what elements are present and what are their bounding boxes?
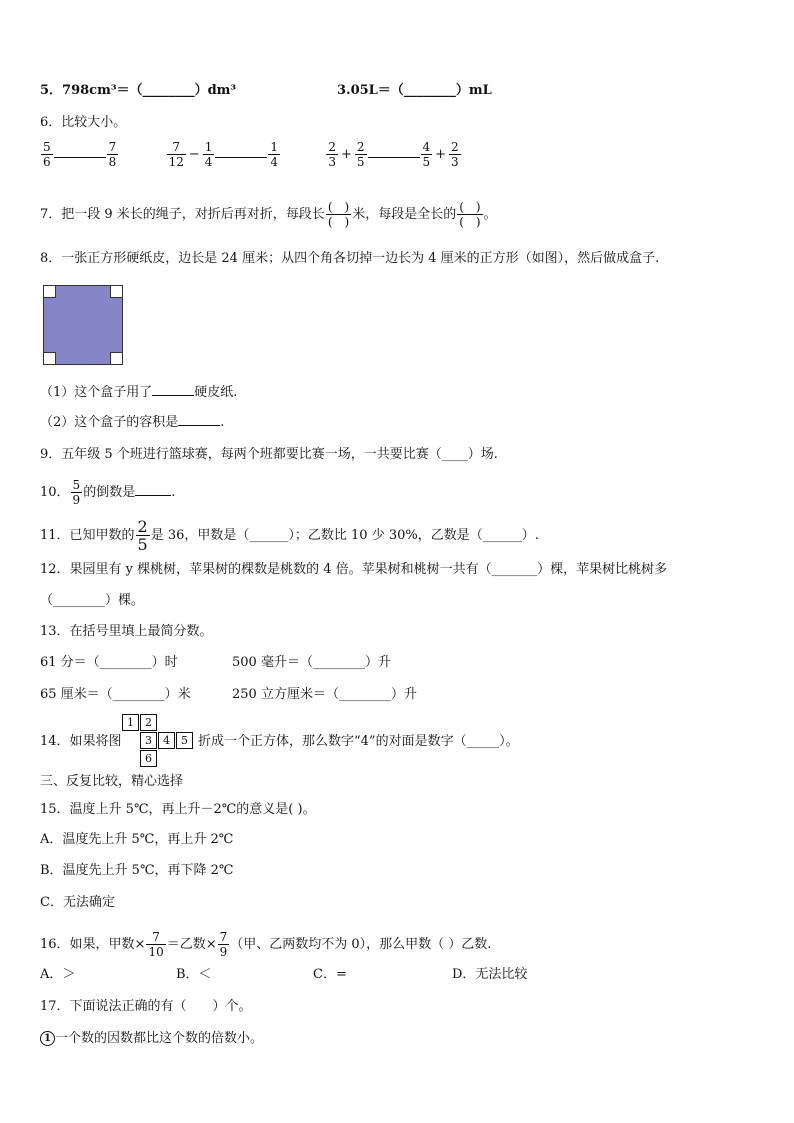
question-16-option-b[interactable]: B．＜ — [176, 967, 212, 982]
question-14-prefix: 14．如果将图 — [40, 734, 122, 749]
answer-blank[interactable] — [215, 157, 267, 158]
question-13-a-left: 61 分＝（________）时 — [40, 655, 178, 670]
question-16-option-a[interactable]: A．＞ — [40, 967, 76, 982]
question-17: 17．下面说法正确的有（ ）个。 — [40, 999, 252, 1014]
fraction: $\frac{4}{5}$ — [422, 140, 431, 169]
answer-blank[interactable] — [368, 157, 420, 158]
answer-blank[interactable] — [135, 495, 171, 496]
net-cell: 5 — [176, 732, 193, 749]
question-9: 9．五年级 5 个班进行篮球赛，每两个班都要比赛一场，一共要比赛（____）场. — [40, 447, 498, 462]
question-13: 13．在括号里填上最简分数。 — [40, 624, 213, 639]
fraction: $\frac{2}{5}$ — [137, 517, 148, 554]
question-8-2: （2）这个盒子的容积是 . — [40, 415, 225, 430]
question-13-b-right: 250 立方厘米＝（________）升 — [232, 687, 417, 702]
fraction: $\frac{7}{12}$ — [168, 140, 184, 169]
fraction: $\frac{5}{9}$ — [72, 478, 81, 507]
section-3-title: 三、反复比较，精心选择 — [40, 774, 184, 789]
question-13-a-right: 500 毫升＝（________）升 — [232, 655, 391, 670]
corner-cut — [43, 285, 56, 298]
question-7: 7．把一段 9 米长的绳子，对折后再对折，每段长 $\frac{( )}{( )}$ 米，每段是全长的 $\frac{( )}{( )}$ 。 — [40, 200, 497, 229]
question-12-line1: 12．果园里有 y 棵桃树，苹果树的棵数是桃数的 4 倍。苹果树和桃树一共有（_______）棵，苹果树比桃树多 — [40, 562, 668, 577]
question-16: 16．如果，甲数× $\frac{7}{10}$ ＝乙数× $\frac{7}{9}$ （甲、乙两数均不为 0），那么甲数（ ）乙数. — [40, 930, 492, 959]
fraction-blank[interactable]: $\frac{( )}{( )}$ — [327, 200, 350, 229]
question-6-row: $\frac{5}{6}$ $\frac{7}{8}$ $\frac{7}{12}$ − $\frac{1}{4}$ $\frac{1}{4}$ $\frac{2}{3}$ + $\frac{2}{5}$ $\frac{4}{5}$ + $\frac{2}{3}$ — [43, 140, 459, 169]
fraction: $\frac{1}{4}$ — [204, 140, 213, 169]
question-13-b-left: 65 厘米＝（________）米 — [40, 687, 191, 702]
fraction: $\frac{7}{8}$ — [108, 140, 117, 169]
fraction: $\frac{1}{4}$ — [270, 140, 279, 169]
question-11: 11．已知甲数的 $\frac{2}{5}$ 是 36，甲数是（______）；乙数比 10 少 30%，乙数是（______）. — [40, 517, 539, 554]
answer-blank[interactable] — [54, 157, 106, 158]
fraction: $\frac{2}{3}$ — [451, 140, 459, 169]
fraction: $\frac{2}{5}$ — [356, 140, 365, 169]
fraction: $\frac{7}{9}$ — [219, 930, 228, 959]
net-cell: 1 — [122, 714, 139, 731]
fraction: $\frac{7}{10}$ — [148, 930, 164, 959]
corner-cut — [110, 352, 123, 365]
question-16-option-c[interactable]: C．= — [313, 967, 347, 982]
question-10: 10． $\frac{5}{9}$ 的倒数是 . — [40, 478, 176, 507]
circled-number-1: 1 — [40, 1031, 55, 1046]
net-cell: 6 — [140, 750, 157, 767]
answer-blank[interactable] — [178, 425, 220, 426]
square-cardboard-figure — [43, 285, 123, 365]
question-17-statement-1: 1 一个数的因数都比这个数的倍数小。 — [40, 1030, 263, 1048]
corner-cut — [43, 352, 56, 365]
question-16-option-d[interactable]: D．无法比较 — [452, 967, 528, 982]
question-6: 6．比较大小。 — [40, 115, 127, 130]
fraction-blank[interactable]: $\frac{( )}{( )}$ — [459, 200, 481, 229]
question-14-suffix: 折成一个正方体，那么数字“4”的对面是数字（_____）。 — [198, 734, 519, 749]
question-8-1: （1）这个盒子用了 硬皮纸. — [40, 385, 238, 400]
question-12-line2: （________）棵。 — [40, 593, 145, 608]
question-8: 8．一张正方形硬纸皮，边长是 24 厘米；从四个角各切掉一边长为 4 厘米的正方形（如图），然后做成盒子. — [40, 251, 660, 266]
corner-cut — [110, 285, 123, 298]
question-5: 5．798cm³＝（________）dm³ — [40, 83, 237, 98]
fraction: $\frac{2}{3}$ — [328, 140, 336, 169]
question-15-option-a[interactable]: A．温度先上升 5℃，再上升 2℃ — [40, 832, 234, 847]
question-15: 15．温度上升 5℃，再上升－2℃的意义是( )。 — [40, 802, 316, 817]
question-15-option-b[interactable]: B．温度先上升 5℃，再下降 2℃ — [40, 863, 234, 878]
net-cell: 2 — [140, 714, 157, 731]
question-5-right: 3.05L＝（________）mL — [337, 83, 492, 98]
net-cell: 3 — [140, 732, 157, 749]
net-cell: 4 — [158, 732, 175, 749]
answer-blank[interactable] — [152, 395, 194, 396]
question-15-option-c[interactable]: C．无法确定 — [40, 895, 115, 910]
fraction: $\frac{5}{6}$ — [43, 140, 51, 169]
